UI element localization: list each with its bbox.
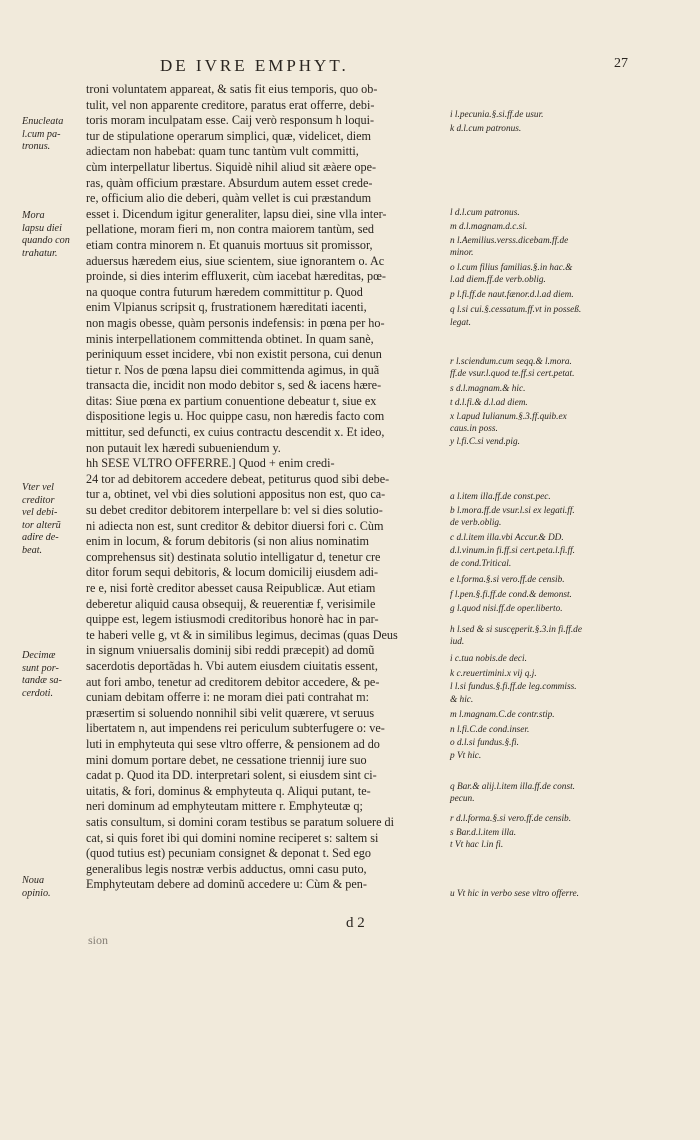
text-line: enim Vlpianus scripsit q, frustrationem hæreditati iacenti, xyxy=(86,300,367,315)
text-line: quippe est, legem istiusmodi creditoribus honorè hac in par- xyxy=(86,612,379,627)
text-line: tulit, vel non apparente creditore, paratus erat offerre, debi- xyxy=(86,97,375,112)
margin-note xyxy=(22,116,84,154)
text-line: luti in emphyteuta qui sese vltro offerre, & pensionem ad do xyxy=(86,736,380,751)
citation-note: r l.sciendum.cum seqq.& l.mora. xyxy=(450,357,572,367)
citation-note: p l.fi.ff.de naut.fænor.d.l.ad diem. xyxy=(450,290,574,300)
text-line: troni voluntatem appareat, & satis fit eius temporis, quo ob- xyxy=(86,82,378,96)
margin-note-line: opinio. xyxy=(22,887,51,899)
citation-note: de cond.Tritical. xyxy=(450,559,512,569)
text-line: tietur r. Nos de pœna lapsu diei committenda agimus, in quã xyxy=(86,362,380,377)
text-line: non putauit lex hæredi subueniendum y. xyxy=(86,440,281,455)
citation-note: r d.l.forma.§.si vero.ff.de censib. xyxy=(450,814,572,824)
text-line: re e, nisi fortè creditor abesset causa Reipublicæ. Aut etiam xyxy=(86,581,376,595)
citation-note: n l.fi.C.de cond.inser. xyxy=(450,725,530,735)
margin-note-line: beat. xyxy=(22,544,43,556)
margin-note-line: sunt por- xyxy=(22,662,59,674)
margin-note-line: Enucleata xyxy=(22,116,64,127)
citation-note: d.l.vinum.in fi.ff.si cert.peta.l.fi.ff. xyxy=(450,546,575,556)
text-line: minis interpellationem committenda obtinet. In quam sanè, xyxy=(86,331,374,346)
citation-note: c d.l.item illa.vbi Accur.& DD. xyxy=(450,533,564,543)
text-line: na quoque contra futurum hæredem committitur p. Quod xyxy=(86,284,363,299)
margin-note-line: Noua xyxy=(22,875,45,886)
margin-note-line: Decimæ xyxy=(22,650,56,661)
text-line: satis consultum, si domini coram testibus se paratum soluere di xyxy=(86,814,395,829)
citation-note: p Vt hic. xyxy=(450,751,482,761)
margin-note-line: vel debi- xyxy=(22,507,58,519)
text-line: libertatem n, aut impendens rei periculum subterfugere o: ve- xyxy=(86,721,385,736)
citation-note: pecun. xyxy=(450,794,475,804)
margin-note-line: quando con xyxy=(22,235,70,247)
text-line: deberetur aliquid causa obsequij, & reuerentiæ f, verisimile xyxy=(86,596,376,611)
text-line: Emphyteutam debere ad dominũ accedere u: Cùm & pen- xyxy=(86,877,367,892)
margin-note-line: Vter vel xyxy=(22,482,54,493)
text-line: (quod tutius est) pecuniam consignet & deponat t. Sed ego xyxy=(86,846,371,861)
text-line: mini domum portare debet, ne cessatione triennij iure suo xyxy=(86,752,367,767)
text-line: neri dominum ad emphyteutam mittere r. Emphyteutæ q; xyxy=(86,799,363,814)
text-line: comprehensus sit) destinata solutio intelligatur d, tenetur cre xyxy=(86,549,381,564)
citation-note: i c.tua nobis.de deci. xyxy=(450,654,527,664)
text-line: esset i. Dicendum igitur generaliter, lapsu diei, sine vlla inter- xyxy=(86,206,387,221)
text-line: ni adiecta non est, sunt creditor & debitor diuersi fori c. Cùm xyxy=(86,518,384,533)
margin-note xyxy=(22,650,84,700)
margin-note-line: adire de- xyxy=(22,532,59,544)
text-line: uitatis, & fori, dominus & emphyteuta q. Aliqui putant, te- xyxy=(86,783,371,798)
text-line: hh SESE VLTRO OFFERRE.] Quod + enim credi- xyxy=(86,456,335,471)
citation-note: b l.mora.ff.de vsur.l.si ex legati.ff. xyxy=(450,506,575,516)
citation-note: de verb.oblig. xyxy=(450,518,502,528)
citation-note: n l.Aemilius.verss.dicebam.ff.de xyxy=(450,236,569,246)
citation-note: l l.si fundus.§.fi.ff.de leg.commiss. xyxy=(450,682,577,692)
citation-note: caus.in poss. xyxy=(450,424,498,434)
citation-note: & hic. xyxy=(450,695,474,705)
citation-note: y l.fi.C.si vend.pig. xyxy=(450,437,520,447)
text-line: adiectam non habebat: quam tunc tantùm vult committi, xyxy=(86,144,359,159)
text-line: tur a, obtinet, vel vbi dies solutioni appositus non est, quo ca- xyxy=(86,487,386,502)
text-line: 24 tor ad debitorem accedere debeat, petiturus quod sibi debe- xyxy=(86,471,390,486)
citation-note: ff.de vsur.l.quod te.ff.si cert.petat. xyxy=(450,369,575,379)
running-title: DE IVRE EMPHYT. xyxy=(160,56,349,75)
margin-note-line: tor alterũ xyxy=(22,519,61,531)
margin-note-line: l.cum pa- xyxy=(22,128,61,140)
citation-note: l.ad diem.ff.de verb.oblig. xyxy=(450,275,546,285)
margin-note-line: tronus. xyxy=(22,141,51,153)
text-line: proinde, si dies interim effluxerit, cùm iacebat hæreditas, pœ- xyxy=(86,269,386,284)
text-line: præsertim si soluendo nonnihil sibi velit quærere, vt seruus xyxy=(86,705,375,720)
margin-note-line: trahatur. xyxy=(22,247,58,259)
citation-note: legat. xyxy=(450,318,471,328)
running-header xyxy=(160,56,640,80)
signature-mark: d 2 xyxy=(346,915,365,931)
text-line: transacta die, incidit non modo debitor s, sed & iacens hære- xyxy=(86,378,382,393)
citation-note: u Vt hic in verbo sese vltro offerre. xyxy=(450,889,579,899)
text-line: non magis obesse, quàm personis indefensis: in pœna per ho- xyxy=(86,315,385,330)
citation-note: q l.si cui.§.cessatum.ff.vt in posseß. xyxy=(450,305,582,315)
citation-note: s Bar.d.l.item illa. xyxy=(450,828,517,838)
margin-note xyxy=(22,210,84,260)
citation-note: k d.l.cum patronus. xyxy=(450,124,522,134)
citation-note: x l.apud Iulianum.§.3.ff.quib.ex xyxy=(450,412,567,422)
text-line: te haberi velle g, vt & in similibus legimus, decimas (quas Deus xyxy=(86,627,398,642)
citation-note: minor. xyxy=(450,248,474,258)
catchword: sion xyxy=(88,933,109,947)
text-line: etiam contra minorem n. Et quanuis mortuus sit promissor, xyxy=(86,237,373,252)
text-line: dispositione legis u. Hoc quippe casu, non hæredis facto com xyxy=(86,409,385,424)
text-line: cuniam debitam offerre i: ne moram diei pati contrahat m: xyxy=(86,690,370,705)
text-line: ditor forum sequi debitoris, & locum domicilij eiusdem adi- xyxy=(86,565,379,580)
text-line: toris moram inculpatam esse. Caij verò responsum h loqui- xyxy=(86,113,375,128)
text-line: aduersus hæredem eius, siue scientem, siue ignorantem o. Ac xyxy=(86,253,385,268)
main-text-block xyxy=(86,82,442,893)
text-line: enim in locum, & forum debitoris (si non alius nominatim xyxy=(86,534,369,549)
citation-note: i l.pecunia.§.si.ff.de usur. xyxy=(450,110,544,120)
citation-note: f l.pen.§.fi.ff.de cond.& demonst. xyxy=(450,590,572,600)
citation-note: o l.cum filius familias.§.in hac.& xyxy=(450,263,573,273)
citation-note: a l.item illa.ff.de const.pec. xyxy=(450,492,551,502)
citation-note: o d.l.si fundus.§.fi. xyxy=(450,738,519,748)
text-line: pellatione, moram fieri m, non contra maiorem tantùm, sed xyxy=(86,222,375,237)
text-line: aut fori ambo, tenetur ad creditorem debitor accedere, & pe- xyxy=(86,674,380,689)
citation-note: l d.l.cum patronus. xyxy=(450,208,520,218)
citation-note: k c.reuertimini.x vij q.j. xyxy=(450,669,537,679)
margin-note-line: lapsu diei xyxy=(22,222,62,234)
citation-note: m d.l.magnam.d.c.si. xyxy=(450,222,528,232)
text-line: periniquum esset incidere, vbi non existit persona, cui denun xyxy=(86,347,382,362)
text-line: ras, quàm officium præstare. Absurdum autem esset crede- xyxy=(86,175,373,190)
text-line: re, officium alio die deberi, quàm vellet is cui præstandum xyxy=(86,191,372,206)
text-line: cadat p. Quod ita DD. interpretari solent, si eiusdem sint ci- xyxy=(86,768,377,783)
margin-note-line: creditor xyxy=(22,494,55,506)
text-line: sacerdotis deportãdas h. Vbi autem eiusdem ciuitatis essent, xyxy=(86,658,378,673)
citation-note: e l.forma.§.si vero.ff.de censib. xyxy=(450,575,565,585)
citation-note: iud. xyxy=(450,637,465,647)
text-line: ditas: Siue pœna ex partium conuentione debeatur t, siue ex xyxy=(86,393,377,408)
margin-note-line: Mora xyxy=(22,210,45,221)
citation-note: h l.sed & si suscęperit.§.3.in fi.ff.de xyxy=(450,625,582,635)
citation-note: t d.l.fi.& d.l.ad diem. xyxy=(450,398,528,408)
margin-note xyxy=(22,482,84,558)
margin-note xyxy=(22,875,84,900)
text-line: cat, si quis foret ibi qui domini nomine reciperet s: saltem si xyxy=(86,830,379,845)
citation-note: q Bar.& alij.l.item illa.ff.de const. xyxy=(450,782,575,792)
text-line: mittitur, sed defuncti, ex cuius contractu descendit x. Et ideo, xyxy=(86,425,385,440)
text-line: in signum vniuersalis dominij sibi reddi præcepit) ad domũ xyxy=(86,643,375,658)
text-line: su debet creditor debitorem interpellare b: vel si dies solutio- xyxy=(86,503,383,518)
text-line: cùm interpellatur libertus. Siquidè nihil aliud sit æàere ope- xyxy=(86,159,377,174)
text-line: generalibus legis nostræ verbis adductus, omni casu puto, xyxy=(86,861,367,876)
text-line: tur de stipulatione operarum simplici, quæ, videlicet, diem xyxy=(86,128,371,143)
citation-note: m l.magnam.C.de contr.stip. xyxy=(450,710,555,720)
margin-note-line: tandæ sa- xyxy=(22,675,62,687)
margin-note-line: cerdoti. xyxy=(22,687,54,699)
citation-note: g l.quod nisi.ff.de oper.liberto. xyxy=(450,604,563,614)
page-number: 27 xyxy=(614,56,628,71)
citation-note: s d.l.magnam.& hic. xyxy=(450,384,526,394)
citation-note: t Vt hac l.in fi. xyxy=(450,840,504,850)
